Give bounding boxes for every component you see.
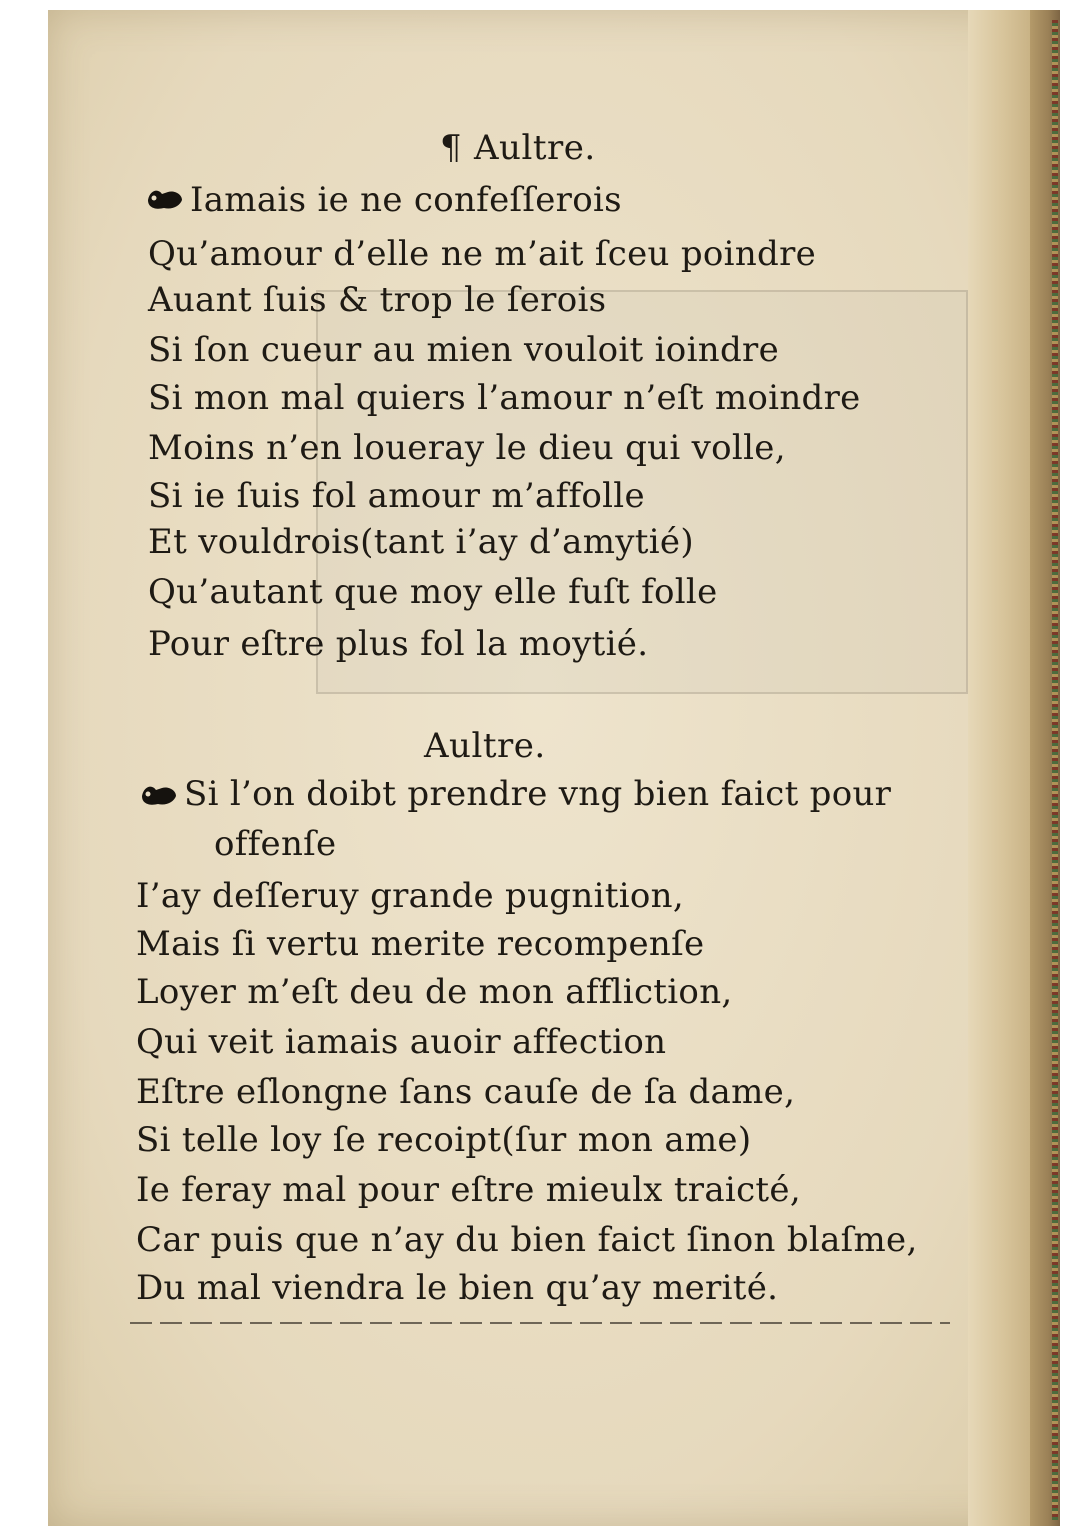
poem1-line-2: Qu’amour d’elle ne m’ait ſceu poindre (148, 234, 817, 274)
poem1-line-3: Auant ſuis & trop le ſerois (148, 280, 607, 320)
headband-stitching (1052, 20, 1058, 1520)
poem1-line-6: Moins n’en loueray le dieu qui volle, (148, 428, 786, 468)
poem2-line-7: Eſtre eſlongne ſans cauſe de ſa dame, (136, 1072, 796, 1112)
poem1-line-8: Et vouldrois(tant i’ay d’amytié) (148, 522, 694, 562)
poem2-line-3: I’ay deſſeruy grande pugnition, (136, 876, 684, 916)
poem1-line-10: Pour eſtre plus fol la moytié. (148, 624, 649, 664)
poem1-title-mark: ¶ (440, 128, 463, 168)
poem1-line-1: Iamais ie ne confeſſerois (190, 180, 622, 220)
poem2-line-11: Du mal viendra le bien qu’ay merité. (136, 1268, 779, 1308)
hand-ornament-icon (146, 186, 184, 212)
poem1-line-7: Si ie ſuis fol amour m’affolle (148, 476, 645, 516)
poem1-line-4: Si ſon cueur au mien vouloit ioindre (148, 330, 779, 370)
poem2-line-2: offenſe (214, 824, 337, 864)
poem2-line-5: Loyer m’eſt deu de mon affliction, (136, 972, 733, 1012)
poem1-title: Aultre. (474, 128, 596, 168)
bottom-rule (130, 1322, 950, 1324)
hand-ornament-icon (140, 782, 178, 808)
poem2-title: Aultre. (424, 726, 546, 766)
poem2-line-8: Si telle loy ſe recoipt(ſur mon ame) (136, 1120, 752, 1160)
poem2-line-1: Si l’on doibt prendre vng bien faict pour (184, 774, 892, 814)
poem2-line-9: Ie feray mal pour eſtre mieulx traicté, (136, 1170, 801, 1210)
poem2-line-10: Car puis que n’ay du bien faict ſinon blaſme, (136, 1220, 918, 1260)
poem1-line-5: Si mon mal quiers l’amour n’eſt moindre (148, 378, 861, 418)
poem1-line-9: Qu’autant que moy elle fuſt folle (148, 572, 718, 612)
page-gutter (968, 10, 1030, 1526)
poem2-line-6: Qui veit iamais auoir affection (136, 1022, 667, 1062)
poem2-line-4: Mais ſi vertu merite recompenſe (136, 924, 705, 964)
